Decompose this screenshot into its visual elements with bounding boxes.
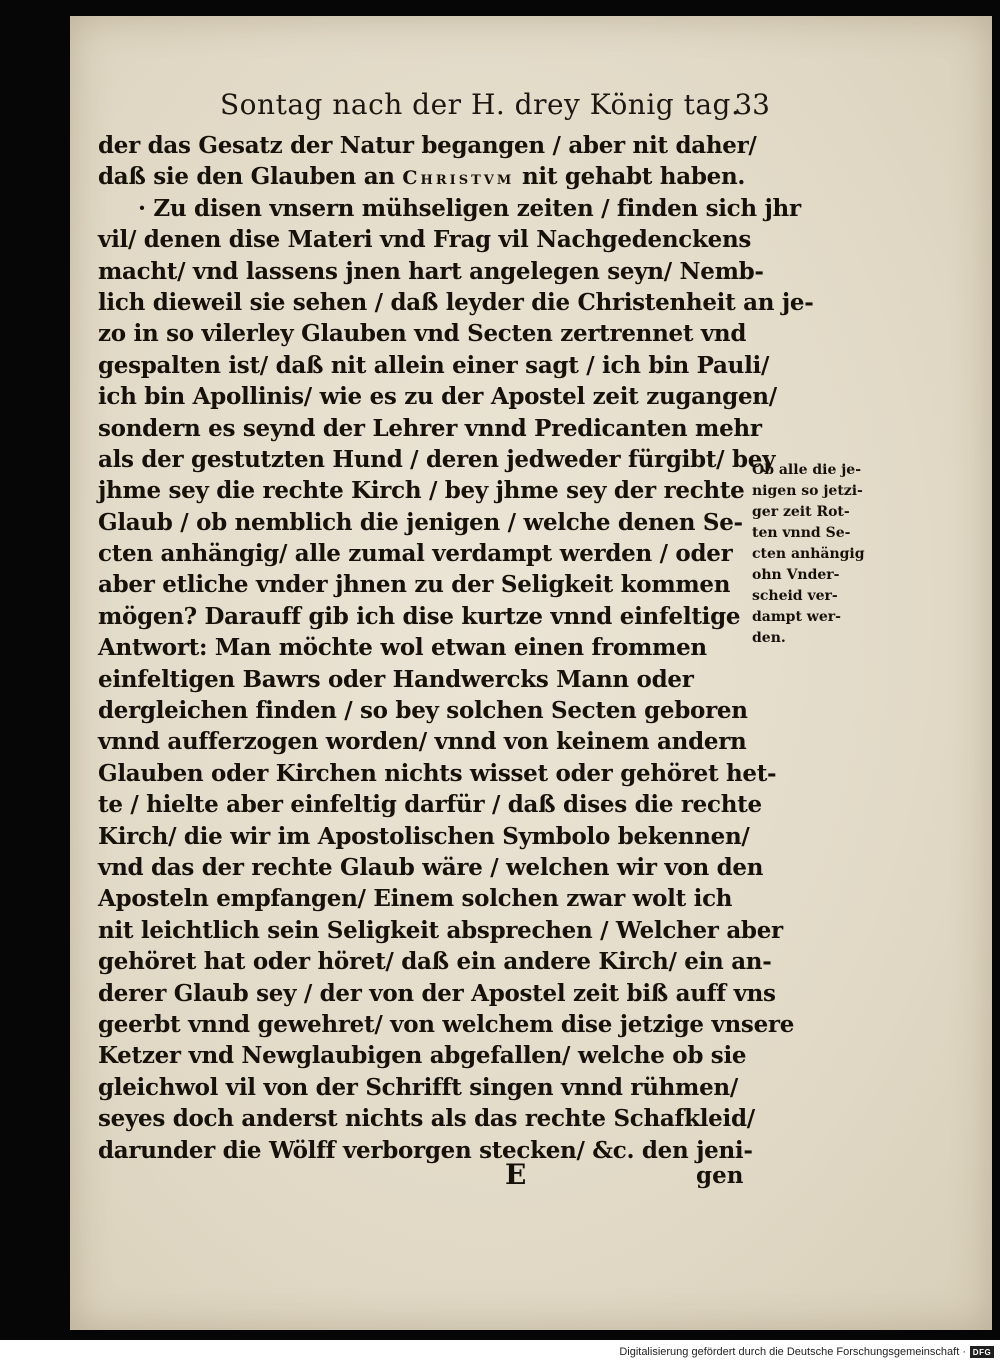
marginal-line: den. — [752, 630, 786, 646]
marginal-line: ger zeit Rot- — [752, 504, 850, 520]
text-line: der das Gesatz der Natur begangen / aber nit daher/ — [98, 132, 757, 159]
text-line: ich bin Apollinis/ wie es zu der Apostel zeit zugangen/ — [98, 383, 777, 411]
marginal-line: ten vnnd Se- — [752, 525, 851, 541]
text-line: mögen? Darauff gib ich dise kurtze vnnd einfeltige — [98, 602, 741, 630]
marginal-line: dampt wer- — [752, 609, 841, 625]
text-line: vnnd aufferzogen worden/ vnnd von keinem andern — [98, 728, 747, 756]
dfg-logo: DFG — [970, 1346, 994, 1358]
text-line: gehöret hat oder höret/ daß ein andere Kirch/ ein an- — [98, 948, 772, 976]
text-line: · Zu disen vnsern mühseligen zeiten / finden sich jhr — [138, 194, 801, 222]
text-line: te / hielte aber einfeltig darfür / daß dises die rechte — [98, 791, 762, 819]
small-caps-name: Christvm — [402, 167, 515, 190]
text-line: sondern es seynd der Lehrer vnnd Predicanten mehr — [98, 414, 762, 442]
text-segment: nit gehabt haben. — [514, 163, 746, 191]
text-line: vil/ denen dise Materi vnd Frag vil Nachgedenckens — [98, 226, 752, 254]
text-line: dergleichen finden / so bey solchen Secten geboren — [98, 697, 748, 725]
text-line: vnd das der rechte Glaub wäre / welchen wir von den — [98, 853, 764, 881]
text-line: derer Glaub sey / der von der Apostel zeit biß auff vns — [98, 979, 776, 1007]
text-line: gespalten ist/ daß nit allein einer sagt / ich bin Pauli/ — [98, 351, 770, 379]
text-line: Glaub / ob nemblich die jenigen / welche denen Se- — [98, 508, 743, 536]
folio-number: 33 — [734, 88, 770, 121]
signature-mark: E — [505, 1158, 527, 1191]
text-line: Antwort: Man möchte wol etwan einen frommen — [98, 634, 707, 662]
text-line: aber etliche vnder jhnen zu der Seligkeit kommen — [98, 571, 731, 599]
digitization-footer — [0, 1340, 1000, 1364]
text-line: darunder die Wölff verborgen stecken/ &c. den jeni- — [98, 1136, 753, 1164]
footer-credit: Digitalisierung gefördert durch die Deutsche Forschungsgemeinschaft · — [619, 1346, 966, 1358]
marginal-line: scheid ver- — [752, 588, 838, 604]
text-line: einfeltigen Bawrs oder Handwercks Mann oder — [98, 665, 694, 693]
marginal-line: Ob alle die je- — [752, 462, 862, 478]
text-line: cten anhängig/ alle zumal verdampt werden / oder — [98, 540, 733, 568]
marginal-line: ohn Vnder- — [752, 567, 840, 583]
marginal-line: nigen so jetzi- — [752, 483, 863, 499]
text-line: geerbt vnnd gewehret/ von welchem dise jetzige vnsere — [98, 1010, 795, 1038]
running-head: Sontag nach der H. drey König tag. — [220, 88, 741, 121]
text-line: macht/ vnd lassens jnen hart angelegen seyn/ Nemb- — [98, 257, 764, 285]
text-line: Kirch/ die wir im Apostolischen Symbolo bekennen/ — [98, 822, 750, 850]
catchword: gen — [696, 1162, 744, 1189]
marginal-line: cten anhängig — [752, 546, 865, 562]
text-line: als der gestutzten Hund / deren jedweder fürgibt/ bey — [98, 445, 776, 473]
text-line — [98, 161, 748, 192]
text-line: zo in so vilerley Glauben vnd Secten zertrennet vnd — [98, 320, 747, 348]
text-line: Aposteln empfangen/ Einem solchen zwar wolt ich — [98, 885, 733, 913]
text-line: gleichwol vil von der Schrifft singen vnnd rühmen/ — [98, 1073, 738, 1101]
text-line: nit leichtlich sein Seligkeit absprechen / Welcher aber — [98, 916, 783, 944]
page-header — [220, 88, 770, 124]
text-line: lich dieweil sie sehen / daß leyder die Christenheit an je- — [98, 288, 814, 316]
text-line: Glauben oder Kirchen nichts wisset oder gehöret het- — [98, 759, 777, 787]
text-line: seyes doch anderst nichts als das rechte Schafkleid/ — [98, 1105, 755, 1133]
text-line: jhme sey die rechte Kirch / bey jhme sey der rechte — [98, 477, 745, 505]
text-line: Ketzer vnd Newglaubigen abgefallen/ welche ob sie — [98, 1042, 747, 1070]
marginal-note — [752, 460, 877, 649]
text-segment: daß sie den Glauben an — [98, 163, 403, 191]
